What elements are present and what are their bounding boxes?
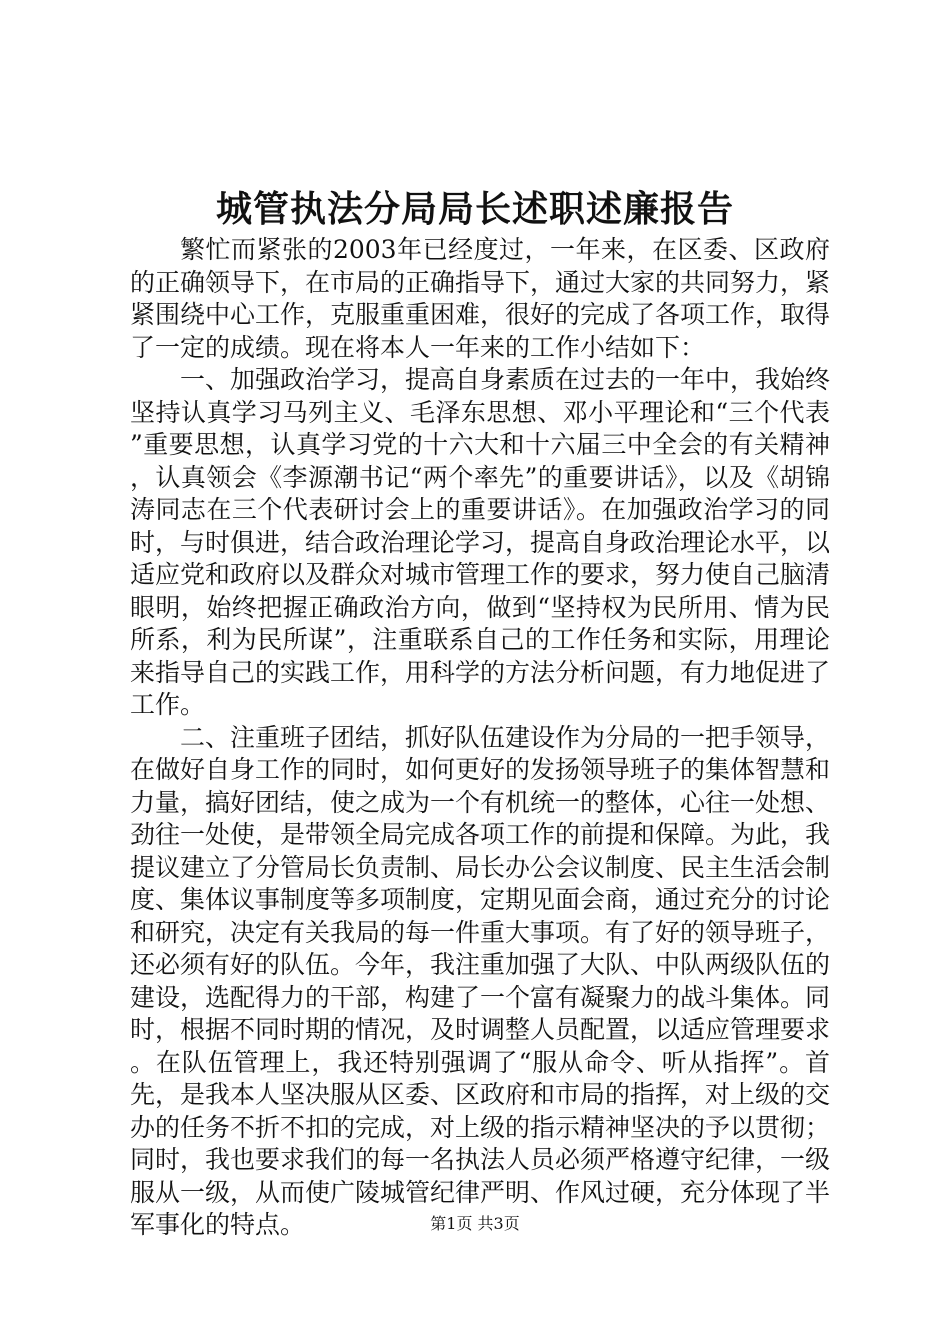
document-title: 城管执法分局局长述职述廉报告: [215, 188, 734, 230]
document-body: [130, 234, 830, 1242]
paragraph-intro: 繁忙而紧张的2003年已经度过，一年来，在区委、区政府的正确领导下，在市局的正确指导下，通过大家的共同努力，紧紧围绕中心工作，克服重重困难，很好的完成了各项工作，取得了一定的成绩。现在将本人一年来的工作小结如下：: [130, 235, 831, 362]
page-footer: 第1页 共3页: [430, 1214, 520, 1233]
paragraph-political-study: 一、加强政治学习，提高自身素质在过去的一年中，我始终坚持认真学习马列主义、毛泽东思想、邓小平理论和“三个代表”重要思想，认真学习党的十六大和十六届三中全会的有关精神，认真领会《李源潮书记“两个率先”的重要讲话》，以及《胡锦涛同志在三个代表研讨会上的重要讲话》。在加强政治学习的同时，与时俱进，结合政治理论学习，提高自身政治理论水平，以适应党和政府以及群众对城市管理工作的要求，努力使自己脑清眼明，始终把握正确政治方向，做到“坚持权为民所用、情为民所系，利为民所谋”，注重联系自己的工作任务和实际，用理论来指导自己的实践工作，用科学的方法分析问题，有力地促进了工作。: [130, 365, 831, 719]
paragraph-team-building: 二、注重班子团结，抓好队伍建设作为分局的一把手领导，在做好自身工作的同时，如何更好的发扬领导班子的集体智慧和力量，搞好团结，使之成为一个有机统一的整体，心往一处想、劲往一处使，是带领全局完成各项工作的前提和保障。为此，我提议建立了分管局长负责制、局长办公会议制度、民主生活会制度、集体议事制度等多项制度，定期见面会商，通过充分的讨论和研究，决定有关我局的每一件重大事项。有了好的领导班子，还必须有好的队伍。今年，我注重加强了大队、中队两级队伍的建设，选配得力的干部，构建了一个富有凝聚力的战斗集体。同时，根据不同时期的情况，及时调整人员配置，以适应管理要求。在队伍管理上，我还特别强调了“服从命令、听从指挥”。首先，是我本人坚决服从区委、区政府和市局的指挥，对上级的交办的任务不折不扣的完成，对上级的指示精神坚决的予以贯彻；同时，我也要求我们的每一名执法人员必须严格遵守纪律，一级服从一级，从而使广陵城管纪律严明、作风过硬，充分体现了半军事化的特点。: [130, 722, 831, 1239]
